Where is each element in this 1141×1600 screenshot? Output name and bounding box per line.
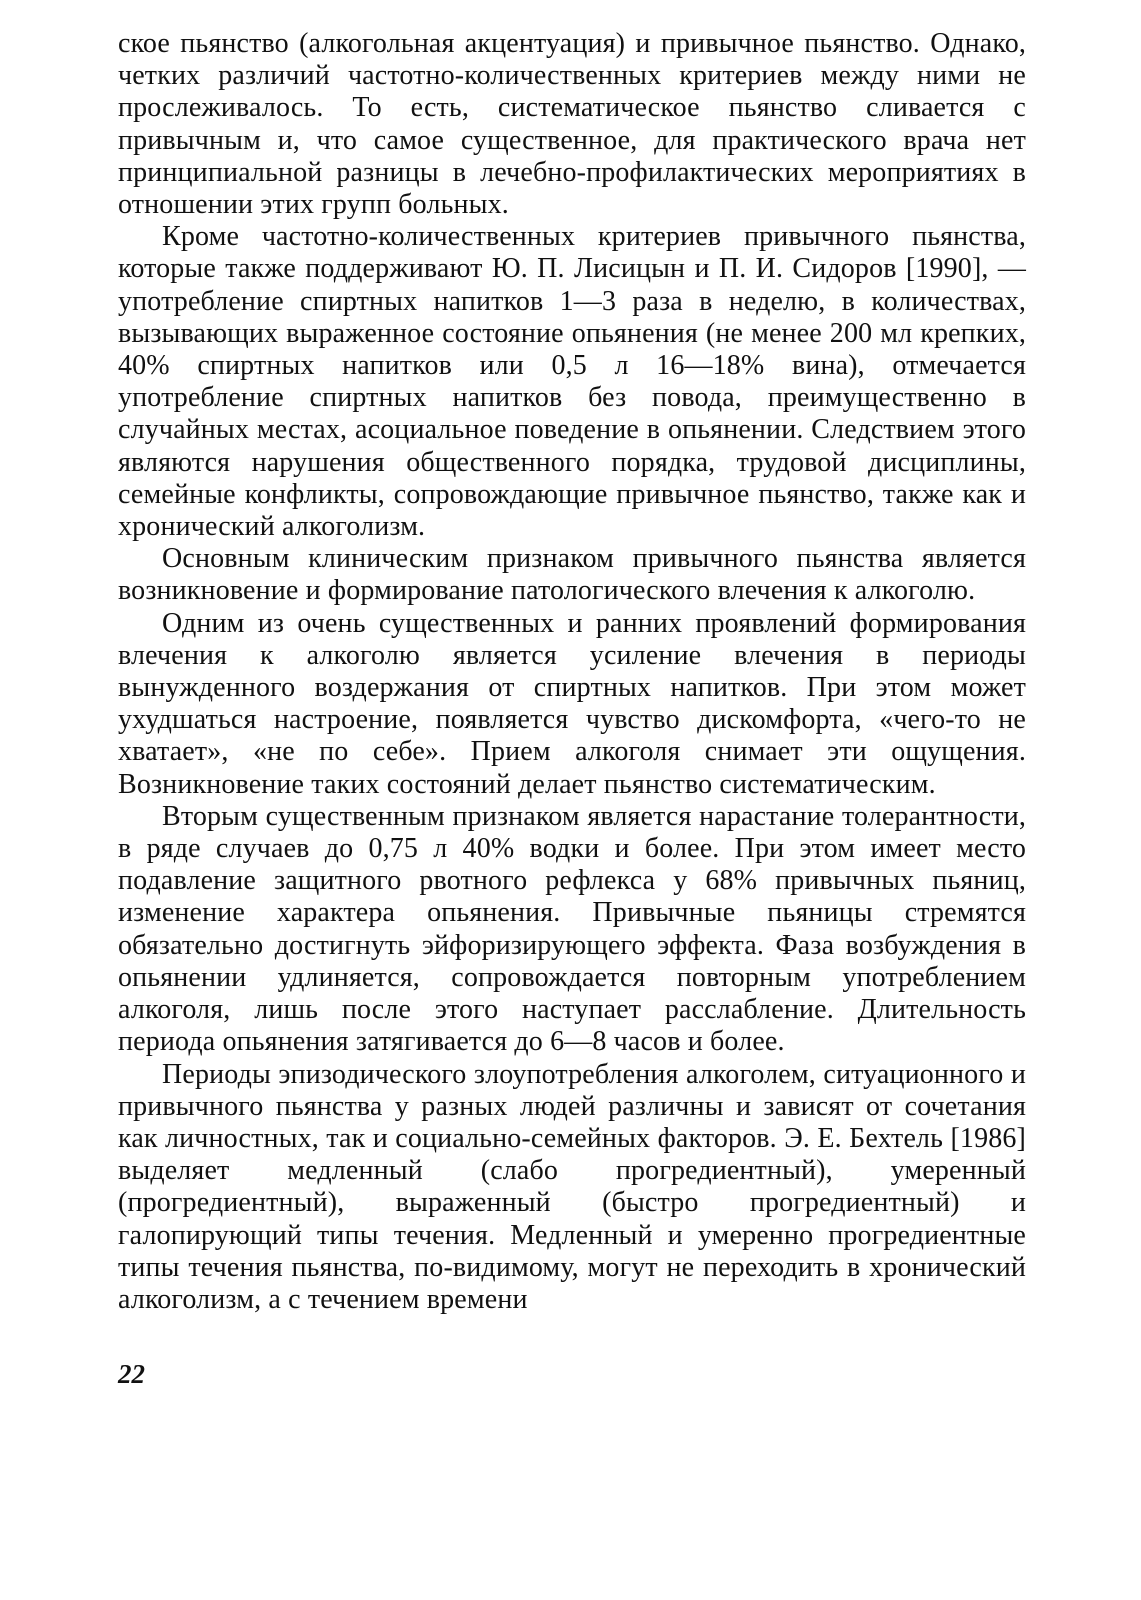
paragraph-continuation: ское пьянство (алкогольная акцентуация) и привычное пьянство. Однако, четких различий частотно-количественных критериев между ними не прослеживалось. То есть, систематическое пьянство сливается с привычным и, что самое существенное, для практического врача нет принципиальной разницы в лечебно-профилактических мероприятиях в отношении этих групп больных. bbox=[118, 28, 1026, 221]
paragraph-main-clinical-sign: Основным клиническим признаком привычного пьянства является возникновение и формирование патологического влечения к алкоголю. bbox=[118, 543, 1026, 607]
page-number: 22 bbox=[118, 1359, 145, 1389]
paragraph-tolerance: Вторым существенным признаком является нарастание толерантности, в ряде случаев до 0,75 л 40% водки и более. При этом имеет место подавление защитного рвотного рефлекса у 68% привычных пьяниц, изменение характера опьянения. Привычные пьяницы стремятся обязательно достигнуть эйфоризирующего эффекта. Фаза возбуждения в опьянении удлиняется, сопровождается повторным употреблением алкоголя, лишь после этого наступает расслабление. Длительность периода опьянения затягивается до 6—8 часов и более. bbox=[118, 800, 1026, 1058]
paragraph-course-types: Периоды эпизодического злоупотребления алкоголем, ситуационного и привычного пьянства у разных людей различны и зависят от сочетания как личностных, так и социально-семейных факторов. Э. Е. Бехтель [1986] выделяет медленный (слабо прогредиентный), умеренный (прогредиентный), выраженный (быстро прогредиентный) и галопирующий типы течения. Медленный и умеренно прогредиентные типы течения пьянства, по-видимому, могут не переходить в хронический алкоголизм, а с течением времени bbox=[118, 1058, 1026, 1315]
page-body bbox=[118, 28, 1026, 1316]
paragraph-craving-formation: Одним из очень существенных и ранних проявлений формирования влечения к алкоголю является усиление влечения в периоды вынужденного воздержания от спиртных напитков. При этом может ухудшаться настроение, появляется чувство дискомфорта, «чего-то не хватает», «не по себе». Прием алкоголя снимает эти ощущения. Возникновение таких состояний делает пьянство систематическим. bbox=[118, 607, 1026, 800]
paragraph-frequency-criteria: Кроме частотно-количественных критериев привычного пьянства, которые также поддерживают Ю. П. Лисицын и П. И. Сидоров [1990], — употребление спиртных напитков 1—3 раза в неделю, в количествах, вызывающих выраженное состояние опьянения (не менее 200 мл крепких, 40% спиртных напитков или 0,5 л 16—18% вина), отмечается употребление спиртных напитков без повода, преимущественно в случайных местах, асоциальное поведение в опьянении. Следствием этого являются нарушения общественного порядка, трудовой дисциплины, семейные конфликты, сопровождающие привычное пьянство, также как и хронический алкоголизм. bbox=[118, 221, 1026, 543]
